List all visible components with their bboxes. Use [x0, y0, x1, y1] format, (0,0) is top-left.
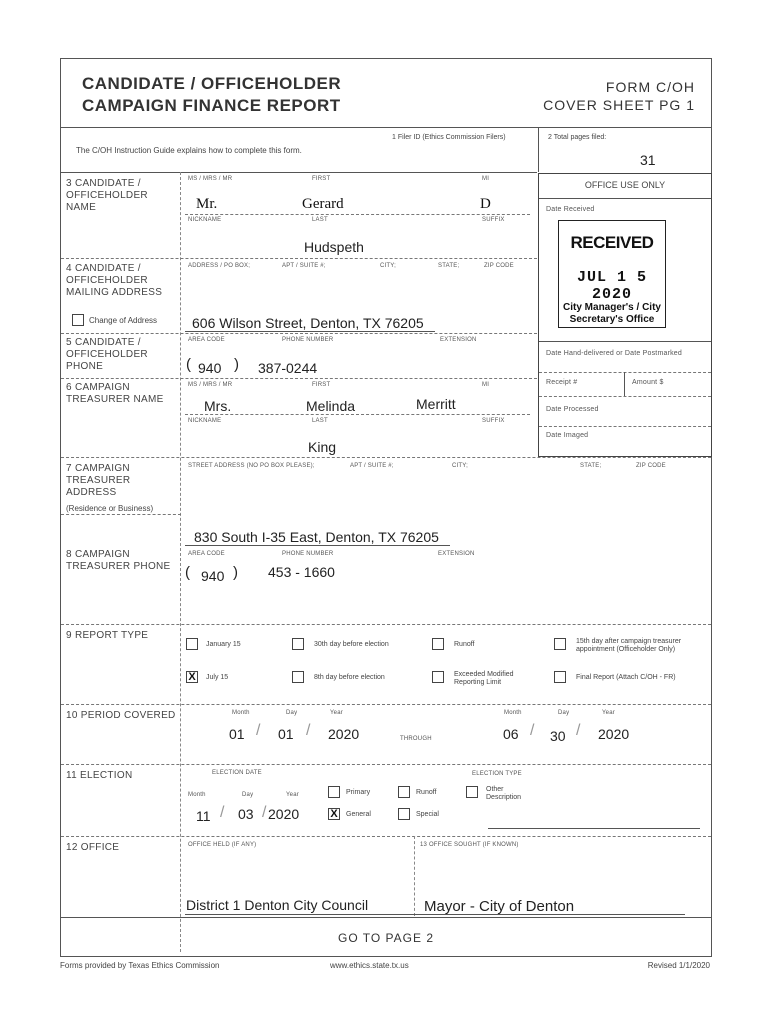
office-use-title: OFFICE USE ONLY: [584, 180, 666, 190]
election-slash-2: /: [262, 804, 267, 821]
stamp-received-text: RECEIVED: [570, 233, 654, 252]
election-general-label: General: [346, 811, 371, 818]
section-10-label: 10 PERIOD COVERED: [66, 710, 176, 721]
office-held-value: District 1 Denton City Council: [186, 897, 369, 913]
section-7-label: 7 CAMPAIGN TREASURER ADDRESS: [66, 463, 131, 498]
candidate-middle-initial: D: [480, 196, 491, 212]
candidate-prefix: Mr.: [196, 196, 218, 212]
s4-underline: [185, 331, 435, 332]
office-use-divider-3: [539, 372, 711, 373]
go-to-page-2: GO TO PAGE 2: [337, 931, 435, 945]
receipt-label: Receipt #: [546, 379, 578, 386]
s11-month-label: Month: [188, 792, 206, 798]
election-runoff-label: Runoff: [416, 789, 437, 796]
report-type-30day-checkbox[interactable]: [292, 638, 304, 650]
s10-from-month-label: Month: [232, 710, 250, 716]
row-divider-11: [61, 764, 711, 765]
election-month: 11: [196, 808, 211, 824]
row-divider-10: [61, 704, 711, 705]
election-other-label: Other Description: [486, 786, 522, 801]
candidate-phone-number: 387-0244: [258, 360, 318, 376]
candidate-area-paren-close: ): [234, 356, 239, 373]
candidate-area-code: 940: [198, 360, 222, 376]
s7-residence-line: [61, 514, 181, 515]
goto-divider: [61, 917, 711, 918]
s11-day-label: Day: [242, 792, 254, 798]
report-type-30day-label: 30th day before election: [314, 641, 389, 648]
report-type-jul15-label: July 15: [206, 674, 229, 681]
footer-url: www.ethics.state.tx.us: [330, 961, 409, 970]
residence-or-business-label: (Residence or Business): [66, 504, 154, 513]
report-type-jan15-label: January 15: [206, 641, 241, 648]
election-year: 2020: [268, 806, 300, 822]
s8-ext-label: EXTENSION: [438, 551, 475, 557]
report-type-exceeded-label: Exceeded Modified Reporting Limit: [454, 671, 514, 686]
report-type-runoff-label: Runoff: [454, 641, 475, 648]
report-type-final-label: Final Report (Attach C/OH - FR): [576, 674, 676, 681]
row-divider-9: [61, 624, 711, 625]
filer-id-label: 1 Filer ID (Ethics Commission Filers): [392, 134, 506, 141]
s3-nickname-label: NICKNAME: [188, 217, 222, 223]
period-to-day: 30: [550, 728, 566, 744]
office-sought-label: 13 OFFICE SOUGHT (IF KNOWN): [420, 842, 519, 848]
report-type-runoff-checkbox[interactable]: [432, 638, 444, 650]
stamp-office-line1: City Manager's / City: [563, 302, 661, 313]
s6-line: [185, 414, 530, 415]
treasurer-middle-name: Merritt: [416, 396, 456, 412]
stamp-date: JUL 1 5 2020: [576, 269, 647, 303]
s3-suffix-label: SUFFIX: [482, 217, 505, 223]
election-general-checkbox[interactable]: [328, 808, 340, 820]
instruction-text: The C/OH Instruction Guide explains how to complete this form.: [76, 146, 302, 155]
treasurer-phone-number: 453 - 1660: [268, 564, 335, 580]
s10-to-month-label: Month: [504, 710, 522, 716]
s6-mi-label: MI: [482, 382, 490, 388]
footer-revised: Revised 1/1/2020: [647, 961, 710, 970]
election-general-check: X: [330, 808, 338, 820]
report-type-15day-checkbox[interactable]: [554, 638, 566, 650]
s3-last-label: LAST: [312, 217, 328, 223]
form-title-line2: CAMPAIGN FINANCE REPORT: [82, 96, 341, 115]
report-type-jan15-checkbox[interactable]: [186, 638, 198, 650]
election-primary-label: Primary: [346, 789, 371, 796]
s4-apt-label: APT / SUITE #;: [282, 263, 326, 269]
total-pages-divider: [538, 128, 539, 172]
total-pages-value: 31: [640, 152, 656, 168]
office-use-divider-4: [539, 396, 711, 397]
section-11-label: 11 ELECTION: [66, 770, 133, 781]
s6-nickname-label: NICKNAME: [188, 418, 222, 424]
election-day: 03: [238, 806, 254, 822]
office-sought-value: Mayor - City of Denton: [424, 898, 575, 915]
s11-year-label: Year: [286, 792, 299, 798]
s7-zip-label: ZIP CODE: [636, 463, 666, 469]
report-type-15day-label: 15th day after campaign treasurer appointment (Officeholder Only): [576, 638, 682, 653]
election-runoff-checkbox[interactable]: [398, 786, 410, 798]
section-5-label: 5 CANDIDATE / OFFICEHOLDER PHONE: [66, 337, 148, 372]
election-type-label: ELECTION TYPE: [472, 771, 522, 777]
report-type-final-checkbox[interactable]: [554, 671, 566, 683]
s4-address-label: ADDRESS / PO BOX;: [188, 263, 251, 269]
amount-label: Amount $: [632, 379, 664, 386]
office-use-divider-5: [539, 426, 711, 427]
section-4-label: 4 CANDIDATE / OFFICEHOLDER MAILING ADDRESS: [66, 263, 163, 298]
s7-underline: [185, 545, 450, 546]
office-use-divider: [539, 198, 711, 199]
receipt-amount-divider: [624, 372, 625, 396]
candidate-first-name: Gerard: [302, 196, 344, 212]
date-processed-label: Date Processed: [546, 406, 599, 413]
s10-to-year-label: Year: [602, 710, 615, 716]
office-divider: [414, 836, 415, 916]
row-divider-6: [61, 378, 537, 379]
section-12-label: 12 OFFICE: [66, 842, 120, 853]
election-slash-1: /: [220, 804, 225, 821]
s5-area-label: AREA CODE: [188, 337, 225, 343]
period-from-slash-2: /: [306, 722, 311, 739]
s4-zip-label: ZIP CODE: [484, 263, 514, 269]
report-type-jul15-checkbox[interactable]: [186, 671, 198, 683]
election-other-checkbox[interactable]: [466, 786, 478, 798]
total-pages-label: 2 Total pages filed:: [548, 134, 607, 141]
treasurer-last-name: King: [308, 439, 337, 455]
s10-from-day-label: Day: [286, 710, 298, 716]
s8-area-label: AREA CODE: [188, 551, 225, 557]
section-9-label: 9 REPORT TYPE: [66, 630, 149, 641]
period-to-year: 2020: [598, 726, 630, 742]
s7-city-label: CITY;: [452, 463, 468, 469]
s3-line: [185, 214, 530, 215]
office-held-label: OFFICE HELD (IF ANY): [188, 842, 257, 848]
form-code: FORM C/OH: [605, 79, 695, 95]
row-divider-7: [61, 457, 711, 458]
period-from-month: 01: [229, 726, 245, 742]
period-to-month: 06: [503, 726, 519, 742]
report-type-jul15-check: X: [188, 671, 196, 683]
header-divider: [61, 127, 711, 128]
treasurer-first-name: Melinda: [306, 398, 356, 414]
date-received-label: Date Received: [546, 206, 595, 213]
treasurer-address: 830 South I-35 East, Denton, TX 76205: [194, 529, 439, 545]
row-divider-4: [61, 258, 537, 259]
s7-apt-label: APT / SUITE #;: [350, 463, 394, 469]
s4-state-label: STATE;: [438, 263, 460, 269]
period-from-slash-1: /: [256, 722, 261, 739]
candidate-area-paren-open: (: [186, 356, 191, 373]
s12-underline: [185, 914, 685, 915]
candidate-last-name: Hudspeth: [304, 239, 364, 255]
s8-phone-label: PHONE NUMBER: [282, 551, 334, 557]
form-title-line1: CANDIDATE / OFFICEHOLDER: [82, 74, 342, 93]
period-to-slash-1: /: [530, 722, 535, 739]
election-special-checkbox[interactable]: [398, 808, 410, 820]
candidate-address: 606 Wilson Street, Denton, TX 76205: [192, 315, 424, 331]
period-from-day: 01: [278, 726, 294, 742]
other-description-line: [488, 828, 700, 829]
row-divider-12: [61, 836, 711, 837]
s10-from-year-label: Year: [330, 710, 343, 716]
footer-provided-by: Forms provided by Texas Ethics Commission: [60, 961, 220, 970]
s10-to-day-label: Day: [558, 710, 570, 716]
s5-ext-label: EXTENSION: [440, 337, 477, 343]
treasurer-area-paren-open: (: [185, 564, 190, 581]
s6-ms-label: MS / MRS / MR: [188, 382, 233, 388]
section-6-label: 6 CAMPAIGN TREASURER NAME: [66, 382, 164, 405]
stamp-office-line2: Secretary's Office: [569, 314, 655, 325]
s3-first-label: FIRST: [312, 176, 331, 182]
election-special-label: Special: [416, 811, 439, 818]
office-use-divider-2: [539, 341, 711, 342]
s6-suffix-label: SUFFIX: [482, 418, 505, 424]
form-cover-sheet: COVER SHEET PG 1: [543, 97, 695, 113]
change-of-address-checkbox[interactable]: [72, 314, 84, 326]
treasurer-area-code: 940: [201, 568, 225, 584]
election-primary-checkbox[interactable]: [328, 786, 340, 798]
s4-city-label: CITY;: [380, 263, 396, 269]
period-from-year: 2020: [328, 726, 360, 742]
section-8-label: 8 CAMPAIGN TREASURER PHONE: [66, 549, 171, 572]
s6-first-label: FIRST: [312, 382, 331, 388]
s7-state-label: STATE;: [580, 463, 602, 469]
treasurer-prefix: Mrs.: [204, 398, 232, 414]
s5-phone-label: PHONE NUMBER: [282, 337, 334, 343]
treasurer-area-paren-close: ): [233, 564, 238, 581]
row-divider-5: [61, 333, 537, 334]
period-to-slash-2: /: [576, 722, 581, 739]
s3-ms-label: MS / MRS / MR: [188, 176, 233, 182]
date-imaged-label: Date Imaged: [546, 432, 589, 439]
election-date-label: ELECTION DATE: [212, 770, 262, 776]
hand-delivered-label: Date Hand-delivered or Date Postmarked: [546, 350, 682, 357]
report-type-8day-label: 8th day before election: [314, 674, 385, 681]
change-of-address-label: Change of Address: [89, 316, 158, 325]
row-divider: [61, 172, 537, 173]
s7-street-label: STREET ADDRESS (NO PO BOX PLEASE);: [188, 463, 315, 469]
s3-mi-label: MI: [482, 176, 490, 182]
report-type-exceeded-checkbox[interactable]: [432, 671, 444, 683]
label-column-divider: [180, 172, 181, 952]
s6-last-label: LAST: [312, 418, 328, 424]
section-3-label: 3 CANDIDATE / OFFICEHOLDER NAME: [66, 178, 148, 213]
report-type-8day-checkbox[interactable]: [292, 671, 304, 683]
through-label: THROUGH: [400, 736, 432, 742]
